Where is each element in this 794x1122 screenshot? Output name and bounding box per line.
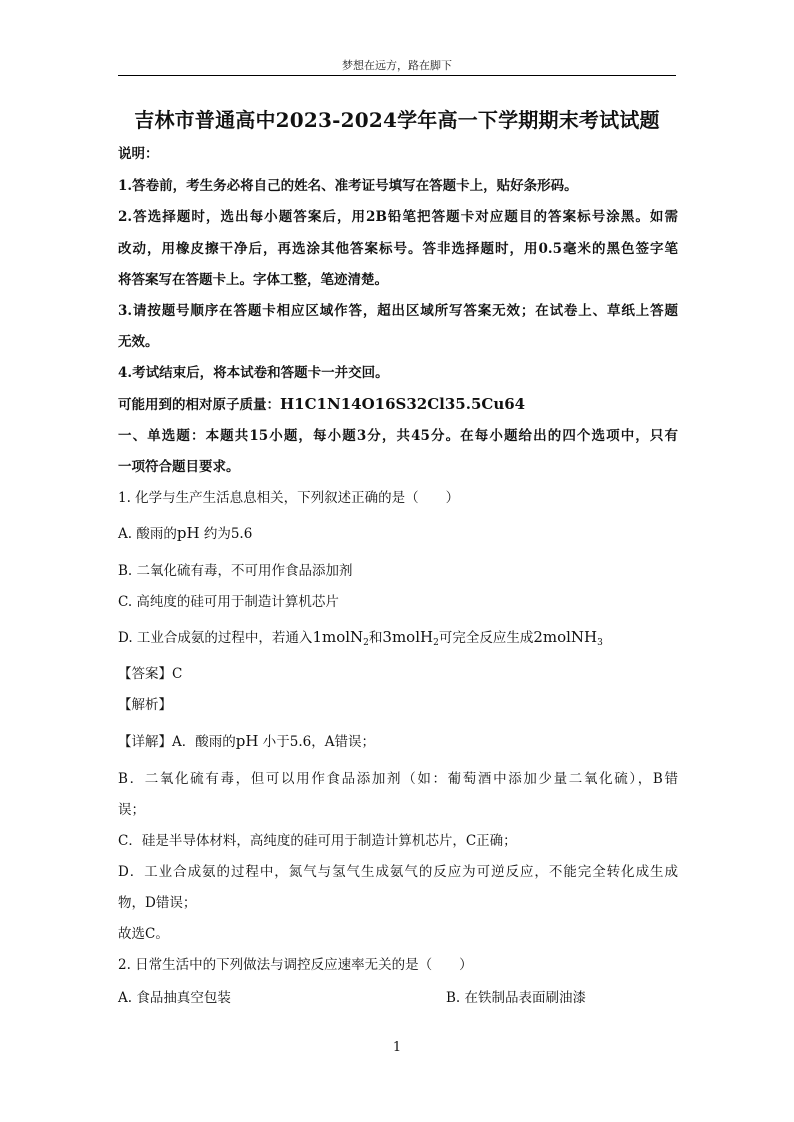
instruction-item-4: 4.考试结束后，将本试卷和答题卡一并交回。 <box>118 365 389 381</box>
instruction-item-1: 1.答卷前，考生务必将自己的姓名、准考证号填写在答题卡上，贴好条形码。 <box>118 178 578 194</box>
question-2-option-a: A. 食品抽真空包装 <box>118 990 231 1006</box>
section-1-heading-line-2: 一项符合题目要求。 <box>118 459 240 475</box>
exam-title: 吉林市普通高中2023-2024学年高一下学期期末考试试题 <box>134 108 660 132</box>
question-1-conclusion: 故选C。 <box>118 926 169 942</box>
formula-n2: 1molN <box>312 628 364 646</box>
question-1-option-b: B. 二氧化硫有毒，不可用作食品添加剂 <box>118 563 353 579</box>
section-1-heading-line-1: 一、单选题：本题共15小题，每小题3分，共45分。在每小题给出的四个选项中，只有 <box>118 428 678 444</box>
question-1-detail-d-line-2: 物，D错误； <box>118 895 197 911</box>
question-1-option-c: C. 高纯度的硅可用于制造计算机芯片 <box>118 594 339 610</box>
instruction-item-3-line-1: 3.请按题号顺序在答题卡相应区域作答，超出区域所写答案无效；在试卷上、草纸上答题 <box>118 303 678 319</box>
page-header-motto: 梦想在远方，路在脚下 <box>342 59 452 72</box>
page-number: 1 <box>392 1040 402 1055</box>
question-1-analysis-label: 【解析】 <box>118 697 172 713</box>
question-1-detail-c: C．硅是半导体材料，高纯度的硅可用于制造计算机芯片，C正确； <box>118 833 517 849</box>
question-1-option-a: A. 酸雨的pH 约为5.6 <box>118 524 253 542</box>
header-divider <box>118 75 676 76</box>
ph-symbol: pH <box>176 524 200 542</box>
question-1-detail-d-line-1: D．工业合成氨的过程中，氮气与氢气生成氨气的反应为可逆反应，不能完全转化成生成 <box>118 864 678 880</box>
question-2-stem: 2. 日常生活中的下列做法与调控反应速率无关的是（ ） <box>118 957 473 973</box>
question-1-answer: 【答案】C <box>118 666 183 682</box>
question-1-detail-b-line-1: B．二氧化硫有毒，但可以用作食品添加剂（如：葡萄酒中添加少量二氧化硫），B错 <box>118 771 678 787</box>
instructions-heading: 说明： <box>118 146 159 162</box>
question-1-detail-a: 【详解】A．酸雨的pH 小于5.6，A错误； <box>118 732 375 750</box>
ph-symbol: pH <box>235 732 259 750</box>
instruction-item-2-line-2: 改动，用橡皮擦干净后，再选涂其他答案标号。答非选择题时，用0.5毫米的黑色签字笔 <box>118 241 678 257</box>
question-2-option-b: B. 在铁制品表面刷油漆 <box>446 990 587 1006</box>
atomic-mass-label: 可能用到的相对原子质量： <box>118 397 280 413</box>
question-1-detail-b-line-2: 误； <box>118 802 145 818</box>
question-1-stem: 1. 化学与生产生活息息相关，下列叙述正确的是（ ） <box>118 490 460 506</box>
instruction-item-2-line-3: 将答案写在答题卡上。字体工整，笔迹清楚。 <box>118 272 388 288</box>
atomic-mass-line <box>118 395 525 414</box>
instruction-item-3-line-2: 无效。 <box>118 334 159 350</box>
question-1-option-d: D. 工业合成氨的过程中，若通入1molN$_2$和3molH$_2$可完全反应生成2molNH$_3$ <box>118 628 603 648</box>
atomic-mass-values: H1C1N14O16S32Cl35.5Cu64 <box>280 395 526 413</box>
formula-nh3: 2molNH <box>533 628 598 646</box>
formula-h2: 3molH <box>382 628 434 646</box>
instruction-item-2-line-1: 2.答选择题时，选出每小题答案后，用2B铅笔把答题卡对应题目的答案标号涂黑。如需 <box>118 209 678 225</box>
